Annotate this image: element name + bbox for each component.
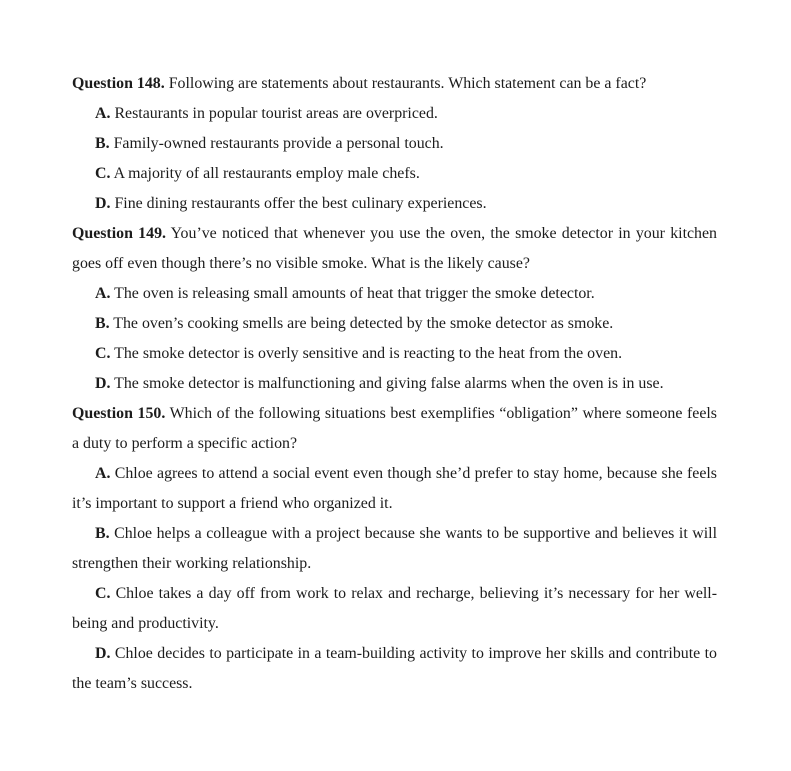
- option-letter-a: A.: [95, 465, 111, 482]
- question-148-number: Question 148.: [72, 75, 165, 92]
- question-149-option-d: [72, 369, 717, 399]
- option-text-b: Chloe helps a colleague with a project because she wants to be supportive and believes it will strengthen their working relationship.: [72, 525, 717, 572]
- question-148-text: Following are statements about restaurants. Which statement can be a fact?: [168, 75, 647, 92]
- option-text-b: Family-owned restaurants provide a personal touch.: [113, 135, 444, 152]
- option-text-a: The oven is releasing small amounts of heat that trigger the smoke detector.: [114, 285, 595, 302]
- question-150-option-b: [72, 519, 717, 579]
- question-149-option-b: [72, 309, 717, 339]
- question-150-number: Question 150.: [72, 405, 166, 422]
- option-letter-b: B.: [95, 315, 110, 332]
- option-text-a: Chloe agrees to attend a social event even though she’d prefer to stay home, because she feels it’s important to support a friend who organized it.: [72, 465, 717, 512]
- option-text-d: Fine dining restaurants offer the best culinary experiences.: [114, 195, 487, 212]
- option-text-d: The smoke detector is malfunctioning and giving false alarms when the oven is in use.: [114, 375, 664, 392]
- question-149-text: You’ve noticed that whenever you use the oven, the smoke detector in your kitchen goes off even though there’s no visible smoke. What is the likely cause?: [72, 225, 717, 272]
- question-148-option-b: [72, 129, 717, 159]
- question-150-option-a: [72, 459, 717, 519]
- question-150-option-d: [72, 639, 717, 699]
- question-148-option-c: [72, 159, 717, 189]
- option-letter-a: A.: [95, 105, 111, 122]
- option-letter-d: D.: [95, 645, 111, 662]
- question-block-149: [72, 219, 717, 399]
- question-149-option-c: [72, 339, 717, 369]
- option-letter-c: C.: [95, 345, 111, 362]
- question-148-option-d: [72, 189, 717, 219]
- question-150-text: Which of the following situations best exemplifies “obligation” where someone feels a duty to perform a specific action?: [72, 405, 717, 452]
- text-column: [72, 69, 717, 699]
- option-letter-c: C.: [95, 585, 111, 602]
- question-150-paragraph: [72, 399, 717, 459]
- option-letter-b: B.: [95, 135, 110, 152]
- option-letter-a: A.: [95, 285, 111, 302]
- option-letter-b: B.: [95, 525, 110, 542]
- option-text-c: A majority of all restaurants employ male chefs.: [113, 165, 420, 182]
- question-block-150: [72, 399, 717, 699]
- question-block-148: [72, 69, 717, 219]
- option-text-a: Restaurants in popular tourist areas are overpriced.: [114, 105, 438, 122]
- option-text-c: Chloe takes a day off from work to relax and recharge, believing it’s necessary for her well-being and productivity.: [72, 585, 717, 632]
- question-149-number: Question 149.: [72, 225, 166, 242]
- question-149-option-a: [72, 279, 717, 309]
- option-letter-c: C.: [95, 165, 111, 182]
- question-149-paragraph: [72, 219, 717, 279]
- question-150-option-c: [72, 579, 717, 639]
- question-148-paragraph: [72, 69, 717, 99]
- option-text-d: Chloe decides to participate in a team-building activity to improve her skills and contribute to the team’s success.: [72, 645, 717, 692]
- option-letter-d: D.: [95, 195, 111, 212]
- option-letter-d: D.: [95, 375, 111, 392]
- option-text-c: The smoke detector is overly sensitive and is reacting to the heat from the oven.: [114, 345, 623, 362]
- option-text-b: The oven’s cooking smells are being detected by the smoke detector as smoke.: [113, 315, 614, 332]
- question-148-option-a: [72, 99, 717, 129]
